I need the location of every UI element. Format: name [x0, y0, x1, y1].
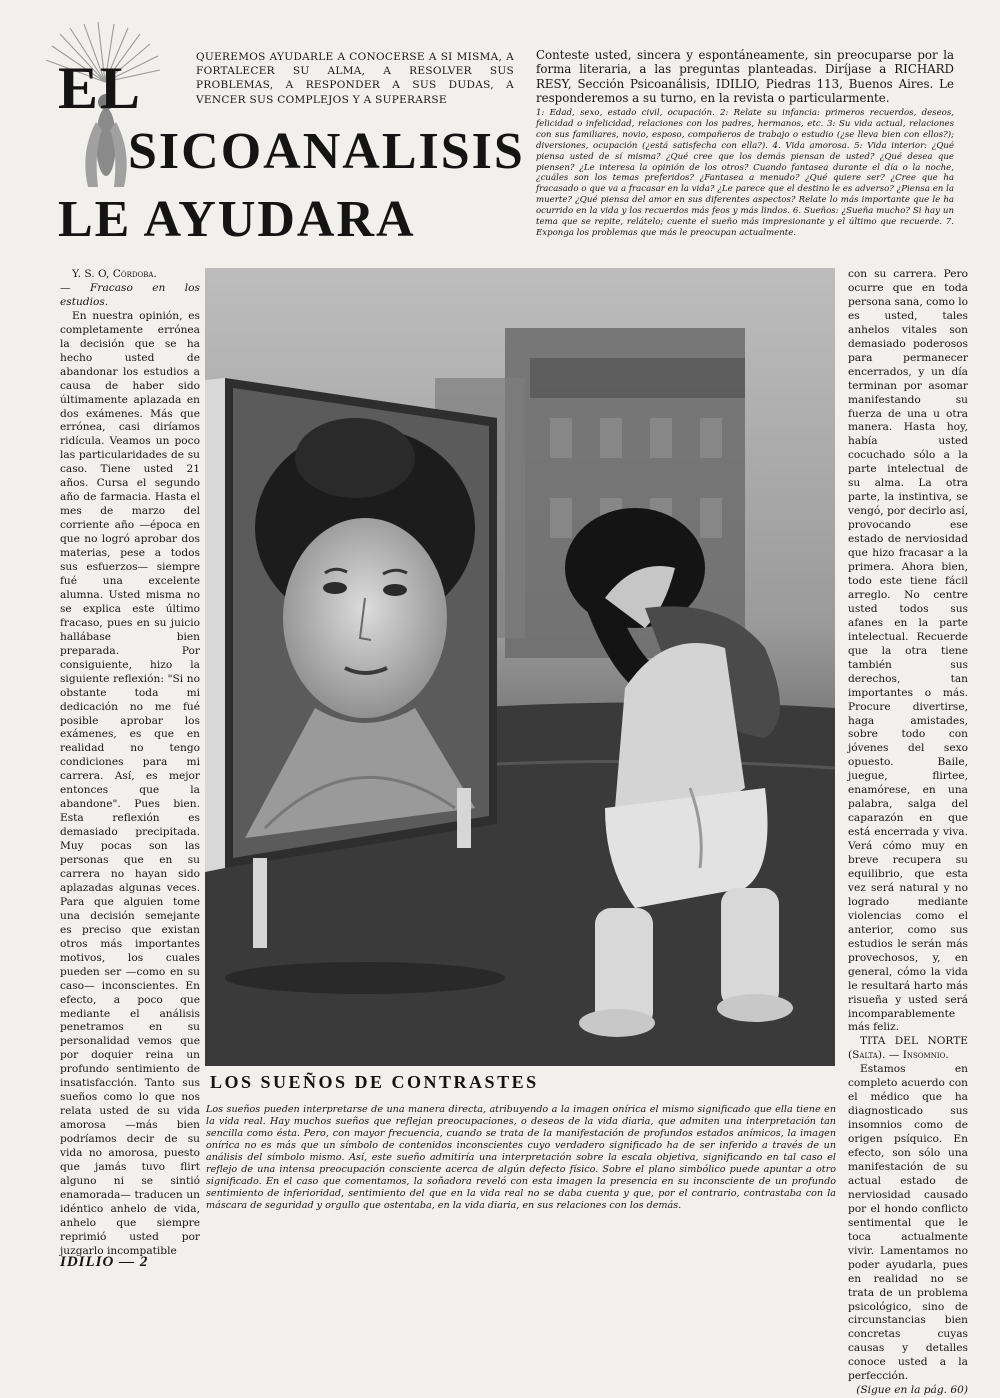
caption-title: LOS SUEÑOS DE CONTRASTES — [210, 1072, 539, 1092]
letter-body-2: Estamos en completo acuerdo con el médico que ha diagnosticado sus insomnios como de origen psíquico. En efecto, son sólo una manifestación de su actual estado de nerviosidad causado por el hondo conflicto sentimental que le toca actualmente vivir. Lamentamos no poder ayudarla, pues en realidad no se trata de un problema psicológico, sino de circunstancias bien concretas cuyas causas y detalles conoce usted a la perfección. — [848, 1063, 968, 1383]
questionnaire: 1: Edad, sexo, estado civil, ocupación. 2: Relate su infancia: primeros recuerdos, deseos, felicidad o infelicidad, relaciones con los padres, hermanos, etc. 3: Su vida actual, relaciones con sus familiares, novio, esposo, compañeros de trabajo o estudio (¿se lleva bien con ellos?); diversiones, ocupación (¿está satisfecha con ella?). 4. Vida amorosa. 5: Vida interior: ¿Qué piensa usted de sí misma? ¿Qué cree que los demás piensan de usted? ¿Qué desea que piensen? ¿Le interesa la opinión de los otros? Cuando fantasea durante el día o la noche, ¿cuáles son los temas preferidos? ¿Fantasea a menudo? ¿Qué quiere ser? ¿Cree que ha fracasado o que va a fracasar en la vida? ¿Le parece que el destino le es adverso? ¿Piensa en la muerte? ¿Qué piensa del amor en sus diferentes aspectos? Relate lo más importante que le ha ocurrido en la vida y los recuerdos más feos y más lindos. 6. Sueños: ¿Sueña mucho? Si hay un tema que se repite, relátelo; cuente el sueño más impresionante y el último que recuerde. 7. Exponga los problemas que más le preocupan actualmente. — [536, 108, 954, 238]
photomontage — [205, 268, 835, 1066]
left-column — [60, 268, 200, 1257]
letter-subheading: — Fracaso en los estudios. — [60, 281, 200, 308]
tagline: QUEREMOS AYUDARLE A CONOCERSE A SI MISMA, A FORTALECER SU ALMA, A RESOLVER SUS PROBLEMAS, A RESPONDER A SUS DUDAS, A VENCER SUS COMPLEJOS Y A SUPERARSE — [196, 51, 514, 106]
caption-text: Los sueños pueden interpretarse de una manera directa, atribuyendo a la imagen onírica el mismo significado que ella tiene en la vida real. Hay muchos sueños que reflejan preocupaciones, o deseos de la vida diaria, que admiten una interpretación tan sencilla como ésta. Pero, con mayor frecuencia, cuando se trata de la manifestación de profundos estados anímicos, la imagen onírica no es más que un símbolo de contenidos inconscientes cuyo verdadero significado ha de ser inferido a través de un análisis del símbolo mismo. Así, este sueño admitiría una interpretación sobre la escala objetiva, significando en tal caso el reflejo de una intensa preocupación consciente acerca de algún defecto físico. Sobre el plano simbólico puede apuntar a otro significado. En el caso que comentamos, la soñadora reveló con esta imagen la presencia en su inconsciente de un profundo sentimiento de inferioridad, sentimiento del que en la vida real no se daba cuenta y que, por el contrario, contrastaba con la máscara de seguridad y orgullo que ostentaba, en la vida diaria, en sus relaciones con los demás. — [206, 1104, 836, 1211]
letter-heading: Y. S. O, Córdoba. — [72, 268, 157, 280]
right-column — [848, 268, 968, 1397]
letter-body-continued: con su carrera. Pero ocurre que en toda persona sana, como lo es usted, tales anhelos vitales son demasiado poderosos para permanecer encerrados, y un día terminan por asomar manifestando su fuerza de una u otra manera. Hasta hoy, había usted cocuchado sólo a la parte intelectual de su alma. La otra parte, la instintiva, se vengó, por decirlo así, provocando ese estado de nerviosidad que hizo fracasar a la primera. Ahora bien, todo este tiene fácil arreglo. No centre usted todos sus afanes en la parte intelectual. Recuerde que la otra tiene también sus derechos, tan importantes o más. Procure divertirse, haga amistades, sobre todo con jóvenes del sexo opuesto. Baile, juegue, flirtee, enamórese, en una palabra, salga del caparazón en que está encerrada y viva. Verá cómo muy en breve recupera su equilibrio, que esta vez será natural y no logrado mediante violencias como el anterior, como sus estudios le serán más provechosos, y, en general, cómo la vida le resultará harto más risueña y usted será incomparablemente más feliz. — [848, 268, 968, 1034]
page-footer: IDILIO — 2 — [60, 1254, 149, 1270]
title-le-ayudara: LE AYUDARA — [58, 191, 416, 248]
title-sicoanalisis: SICOANALISIS — [128, 123, 525, 180]
title-el: EL — [58, 55, 143, 121]
intro-paragraph: Conteste usted, sincera y espontáneamente, sin preocuparse por la forma literaria, a las preguntas planteadas. Diríjase a RICHARD RESY, Sección Psicoanálisis, IDILIO, Piedras 113, Buenos Aires. Le responderemos a su turno, en la revista o particularmente. — [536, 48, 954, 105]
letter-heading-2: TITA DEL NORTE (Salta). — Insomnio. — [848, 1035, 968, 1062]
letter-body: En nuestra opinión, es completamente errónea la decisión que se ha hecho usted de abandonar los estudios a causa de haber sido últimamente aplazada en dos exámenes. Más que errónea, casi diríamos ridícula. Veamos un poco las particularidades de su caso. Tiene usted 21 años. Cursa el segundo año de farmacia. Hasta el mes de marzo del corriente año —época en que no logró aprobar dos materias, pese a todos sus esfuerzos— siempre fué una excelente alumna. Usted misma no se explica este último fracaso, pues en su juicio hallábase bien preparada. Por consiguiente, hizo la siguiente reflexión: "Si no obstante toda mi dedicación no me fué posible aprobar los exámenes, es que en realidad no tengo condiciones para mi carrera. Así, es mejor entonces que la abandone". Pues bien. Esta reflexión es demasiado precipitada. Muy pocas son las personas que en su carrera no hayan sido aplazadas algunas veces. Para que alguien tome una decisión semejante es preciso que existan otros más importantes motivos, los cuales pueden ser —como en su caso— inconscientes. En efecto, a poco que mediante el análisis penetramos en su personalidad vemos que por doquier reina un profundo sentimiento de insatisfacción. Tanto sus sueños como lo que nos relata usted de su vida amorosa —más bien podríamos decir de su vida no amorosa, puesto que jamás tuvo flirt alguno ni se sintió enamorada— traducen un idéntico anhelo de vida, anhelo que siempre reprimió usted por juzgarlo incompatible — [60, 309, 200, 1257]
continued-note: (Sigue en la pág. 60) — [856, 1384, 968, 1397]
